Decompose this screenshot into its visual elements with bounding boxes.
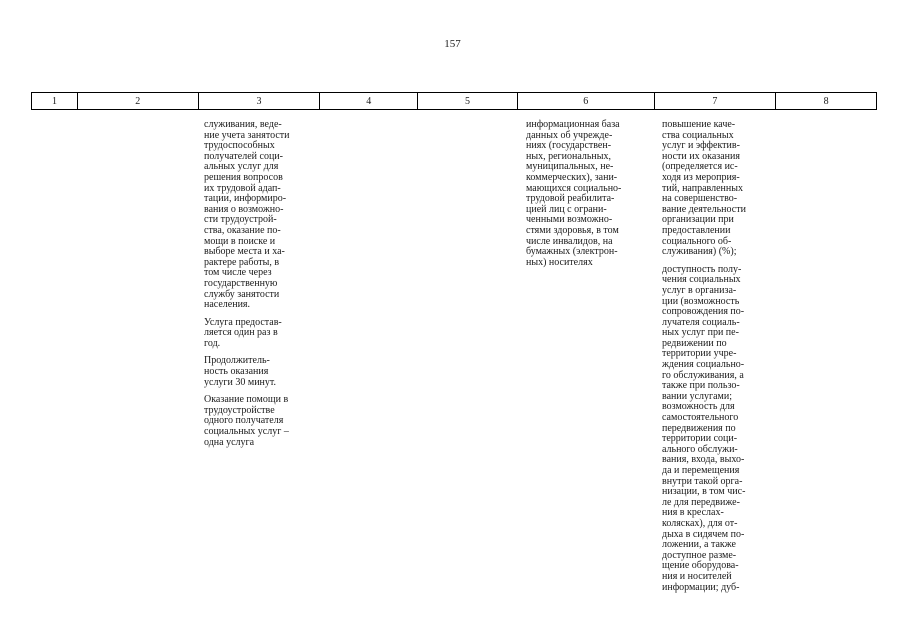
column-header-2: 2 — [78, 93, 199, 109]
column-header-5: 5 — [418, 93, 518, 109]
paragraph: Услуга предостав- ляется один раз в год. — [204, 316, 282, 349]
column-6-content — [526, 120, 621, 268]
column-3-content — [204, 120, 290, 448]
column-header-6: 6 — [518, 93, 655, 109]
column-7-content — [662, 120, 746, 593]
page-number: 157 — [444, 38, 461, 50]
paragraph: доступность полу- чения социальных услуг в организа- ции (возможность сопровождения по- лучателя социаль- ных услуг при пе- редвижении по территории учре- ждения социально- го обслуживания, а также при пользо- вании услугами; возможность для самостоятельного передвижения по территории соци- ального обслужи- вания, входа, выхо- да и перемещения внутри такой орга- низации, в том чис- ле для передвиже- ния в креслах- колясках), для от- дыха в сидячем по- ложении, а также доступное разме- щение оборудова- ния и носителей информации; дуб- — [662, 263, 746, 593]
paragraph: Оказание помощи в трудоустройстве одного получателя социальных услуг – одна услуга — [204, 394, 289, 448]
column-header-3: 3 — [199, 93, 321, 109]
column-header-1: 1 — [32, 93, 78, 109]
paragraph: повышение каче- ства социальных услуг и эффектив- ности их оказания (определяется ис- ходя из мероприя- тий, направленных на совершенство- вание деятельности организации при предоставлении социального об- служивания) (%); — [662, 119, 746, 258]
column-header-8: 8 — [823, 95, 829, 107]
table-header-row — [31, 92, 877, 110]
column-header-4: 4 — [320, 93, 418, 109]
column-header-7: 7 — [655, 93, 777, 109]
paragraph: Продолжитель- ность оказания услуги 30 минут. — [204, 355, 277, 388]
paragraph: служивания, веде- ние учета занятости трудоспособных получателей соци- альных услуг для решения вопросов их трудовой адап- тации, информиро- вания о возможно- сти трудоустрой- ства, оказание по- мощи в поиске и выборе места и ха- рактере работы, в том числе через государственную службу занятости населения. — [204, 119, 290, 311]
paragraph: информационная база данных об учрежде- ниях (государствен- ных, региональных, муниципальных, не- коммерческих), зани- мающихся социально- трудовой реабилита- цией лиц с ограни- ченными возможно- стями здоровья, в том числе инвалидов, на бумажных (электрон- ных) носителях — [526, 119, 622, 268]
